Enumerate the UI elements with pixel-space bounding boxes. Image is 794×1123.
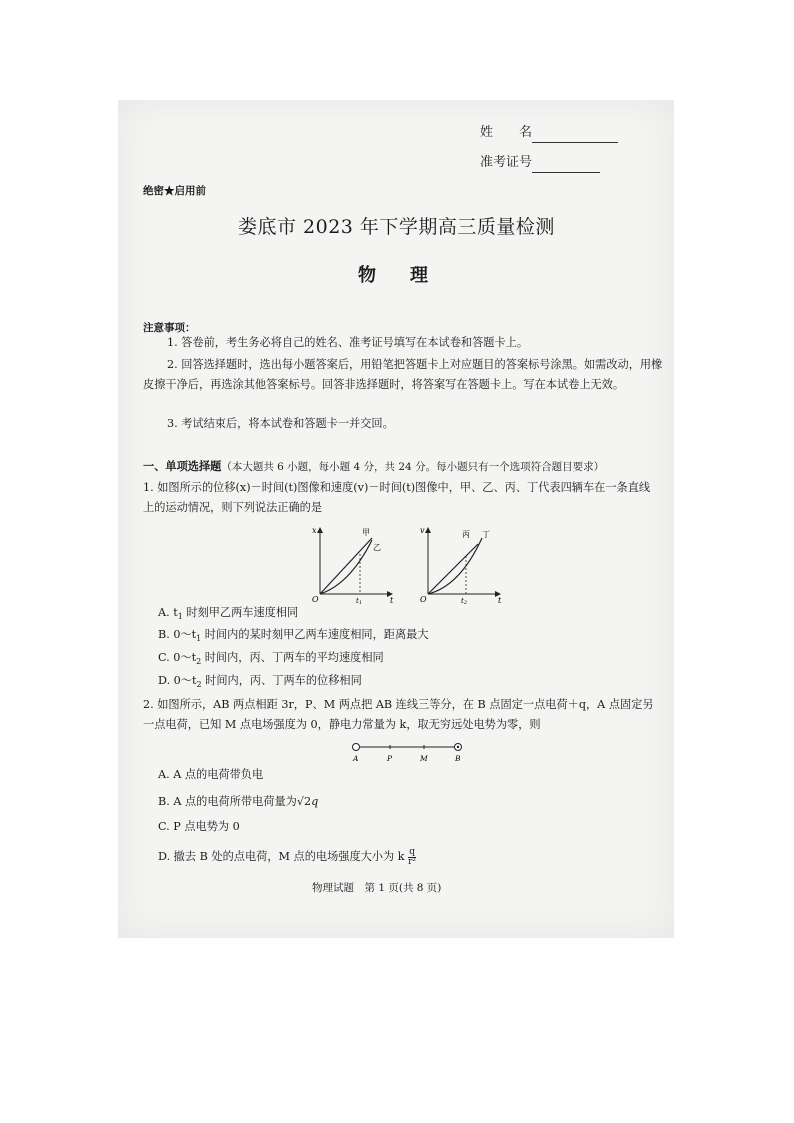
- name-blank: [532, 128, 618, 143]
- exam-no-field: [480, 153, 600, 173]
- curve-bing: [428, 544, 478, 594]
- xt-origin: O: [312, 595, 319, 604]
- vt-origin: O: [420, 595, 427, 604]
- name-field: [480, 123, 618, 143]
- point-p: P: [387, 754, 393, 763]
- label-ding: 丁: [482, 530, 490, 539]
- exam-title: 娄底市 2023 年下学期高三质量检测: [238, 216, 555, 238]
- q2-stem: 2. 如图所示，AB 两点相距 3r，P、M 两点把 AB 连线三等分，在 B 点固定一点电荷＋q，A 点固定另一点电荷，已知 M 点电场强度为 0，静电力常量为 k，取无穷远处电势为零，则: [143, 698, 654, 731]
- exam-no-label: 准考证号: [480, 155, 533, 170]
- q2-option-d: D. 撤去 B 处的点电荷，M 点的电场强度大小为 k $\frac{q}{\text{r²}}$: [158, 846, 417, 867]
- curve-jia: [320, 538, 372, 594]
- label-bing: 丙: [462, 530, 470, 539]
- xt-y-label: x: [312, 526, 317, 535]
- subject-title: 物理: [358, 265, 462, 286]
- q1-stem: 1. 如图所示的位移(x)－时间(t)图像和速度(v)－时间(t)图像中，甲、乙、丙、丁代表四辆车在一条直线上的运动情况，则下列说法正确的是: [143, 481, 651, 514]
- notice-item-2: 2. 回答选择题时，选出每小题答案后，用铅笔把答题卡上对应题目的答案标号涂黑。如需改动，用橡皮擦干净后，再选涂其他答案标号。回答非选择题时，将答案写在答题卡上。写在本试卷上无效。: [143, 358, 663, 391]
- point-a: A: [353, 754, 359, 763]
- charge-a: [353, 744, 360, 751]
- section-heading: 一、单项选择题: [143, 459, 222, 473]
- fraction-q-over-r2: $\frac{q}{\text{r²}}$: [408, 846, 417, 867]
- label-jia: 甲: [362, 528, 370, 537]
- q1-graphs: [310, 524, 510, 604]
- section-desc: （本大题共 6 小题，每小题 4 分，共 24 分。每小题只有一个选项符合题目要求）: [221, 461, 605, 473]
- xt-x-label: t: [390, 596, 394, 604]
- vt-graph: [420, 526, 502, 604]
- notice-item-3: 3. 考试结束后，将本试卷和答题卡一并交回。: [167, 417, 394, 430]
- section-title: [143, 456, 604, 477]
- q1-option-b: B. $0\sim t_1$ 时间内的某时刻甲乙两车速度相同，距离最大: [158, 628, 429, 644]
- xt-graph: [312, 526, 394, 604]
- q1-option-a: A. $t_1$ 时刻甲乙两车速度相同: [158, 606, 299, 622]
- q2-option-b: B. A 点的电荷所带电荷量为√2q: [158, 795, 319, 808]
- q1-option-c: C. $0\sim t_2$ 时间内，丙、丁两车的平均速度相同: [158, 651, 384, 667]
- q1-option-d: D. $0\sim t_2$ 时间内，丙、丁两车的位移相同: [158, 674, 362, 690]
- notice-item-1: 1. 答卷前，考生务必将自己的姓名、准考证号填写在本试卷和答题卡上。: [167, 336, 529, 349]
- page-footer: 物理试题 第 1 页(共 8 页): [312, 882, 442, 894]
- sqrt-two: √2: [296, 795, 312, 808]
- point-m: M: [420, 754, 428, 763]
- exam-no-blank: [532, 158, 600, 173]
- q2-diagram: [346, 740, 466, 766]
- point-b: B: [455, 754, 461, 763]
- notice-heading: 注意事项：: [143, 322, 196, 334]
- confidential-mark: 绝密★启用前: [143, 185, 206, 197]
- xt-tick: t1: [356, 597, 363, 604]
- vt-x-label: t: [498, 596, 502, 604]
- q2-option-c: C. P 点电势为 0: [158, 820, 240, 833]
- vt-y-label: v: [420, 526, 425, 535]
- name-label: 姓 名: [480, 125, 533, 140]
- q2-option-a: A. A 点的电荷带负电: [158, 768, 264, 781]
- label-yi: 乙: [373, 543, 381, 552]
- vt-tick: t2: [461, 597, 468, 604]
